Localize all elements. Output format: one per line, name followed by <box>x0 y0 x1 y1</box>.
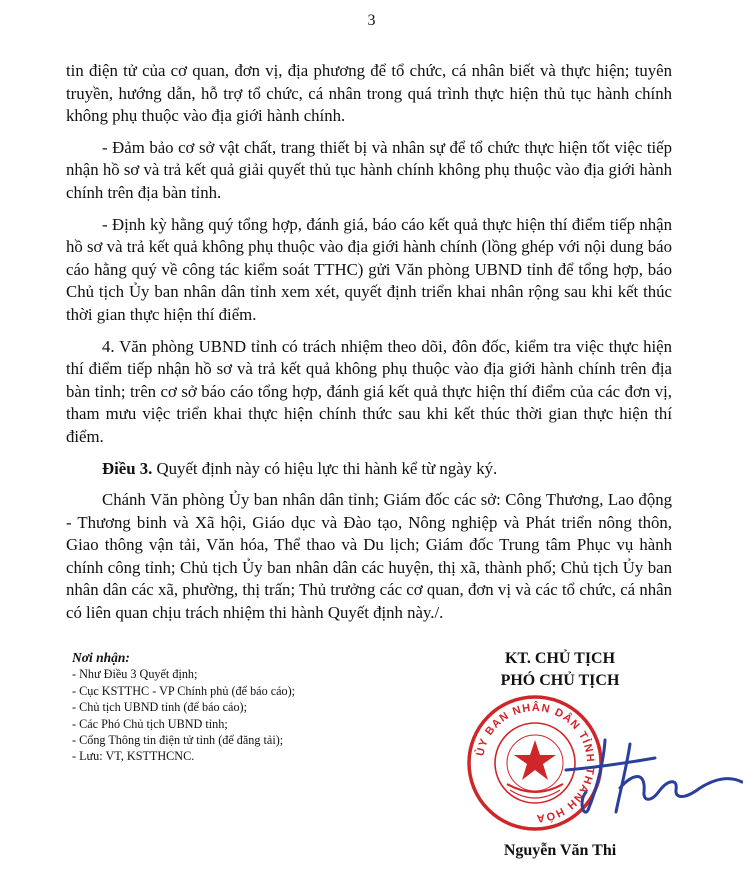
paragraph-text: Chánh Văn phòng Ủy ban nhân dân tỉnh; Giám đốc các sở: Công Thương, Lao động - Thương binh và Xã hội, Giáo dục và Đào tạo, Nông nghiệp và Phát triển nông thôn, Giao thông vận tải, Văn hóa, Thể thao và Du lịch; Giám đốc Trung tâm Phục vụ hành chính công tỉnh; Chủ tịch Ủy ban nhân dân các huyện, thị xã, thành phố; Chủ tịch Ủy ban nhân dân các xã, phường, thị trấn; Thủ trưởng các cơ quan, đơn vị và các tổ chức, cá nhân có liên quan chịu trách nhiệm thi hành Quyết định này./. <box>66 490 672 623</box>
recipient-item: - Như Điều 3 Quyết định; <box>72 667 198 682</box>
document-body <box>66 60 672 634</box>
paragraph-text: 4. Văn phòng UBND tỉnh có trách nhiệm theo dõi, đôn đốc, kiểm tra việc thực hiện thí điểm tiếp nhận hồ sơ và trả kết quả không phụ thuộc vào địa giới hành chính trên địa bàn tỉnh; trên cơ sở báo cáo tổng hợp, đánh giá kết quả thực hiện thí điểm của các đơn vị, tham mưu việc triển khai thực hiện chính thức sau khi kết thúc thời gian thực hiện thí điểm. <box>66 336 672 446</box>
recipient-item: - Chủ tịch UBND tỉnh (để báo cáo); <box>72 700 247 715</box>
paragraph <box>66 489 672 625</box>
paragraph-text: tin điện tử của cơ quan, đơn vị, địa phương để tổ chức, cá nhân biết và thực hiện; tuyên truyền, hướng dẫn, hỗ trợ tổ chức, cá nhân trong quá trình thực hiện thủ tục hành chính không phụ thuộc vào địa giới hành chính. <box>66 61 672 126</box>
signature-icon <box>560 730 743 820</box>
article-heading: Điều 3. <box>102 458 153 478</box>
page-number: 3 <box>367 12 376 29</box>
signer-title <box>440 648 680 692</box>
recipient-item: - Cổng Thông tin điện tử tỉnh (để đăng tải); <box>72 733 284 748</box>
paragraph-text: Quyết định này có hiệu lực thi hành kể từ ngày ký. <box>152 458 498 478</box>
paragraph <box>66 214 672 327</box>
recipients-heading: Nơi nhận: <box>72 650 130 665</box>
recipient-item: - Các Phó Chủ tịch UBND tỉnh; <box>72 716 228 731</box>
signer-title-line1: KT. CHỦ TỊCH <box>504 650 616 667</box>
paragraph-text: - Định kỳ hằng quý tổng hợp, đánh giá, báo cáo kết quả thực hiện thí điểm tiếp nhận hồ sơ và trả kết quả không phụ thuộc vào địa giới hành chính (lồng ghép với nội dung báo cáo hằng quý về công tác kiểm soát TTHC) gửi Văn phòng UBND tỉnh để tổng hợp, báo Chủ tịch Ủy ban nhân dân tỉnh xem xét, quyết định triển khai nhân rộng sau khi kết thúc thời gian thực hiện thí điểm. <box>66 214 672 324</box>
recipients-list <box>72 666 452 764</box>
signer-title-line2: PHÓ CHỦ TỊCH <box>500 672 620 689</box>
paragraph <box>66 60 672 128</box>
signer-name: Nguyễn Văn Thi <box>503 842 617 859</box>
paragraph <box>66 458 672 481</box>
paragraph <box>66 336 672 449</box>
paragraph <box>66 137 672 205</box>
recipient-item: - Lưu: VT, KSTTHCNC. <box>72 749 195 764</box>
paragraph-text: - Đảm bảo cơ sở vật chất, trang thiết bị và nhân sự để tổ chức thực hiện tốt việc tiếp nhận hồ sơ và trả kết quả giải quyết thủ tục hành chính không phụ thuộc vào địa giới hành chính trên địa bàn tỉnh. <box>66 137 672 202</box>
recipients-block <box>72 650 452 765</box>
seal-text: ỦY BAN NHÂN DÂN TỈNH THANH HÓA <box>474 701 597 825</box>
recipient-item: - Cục KSTTHC - VP Chính phủ (để báo cáo); <box>72 683 296 698</box>
